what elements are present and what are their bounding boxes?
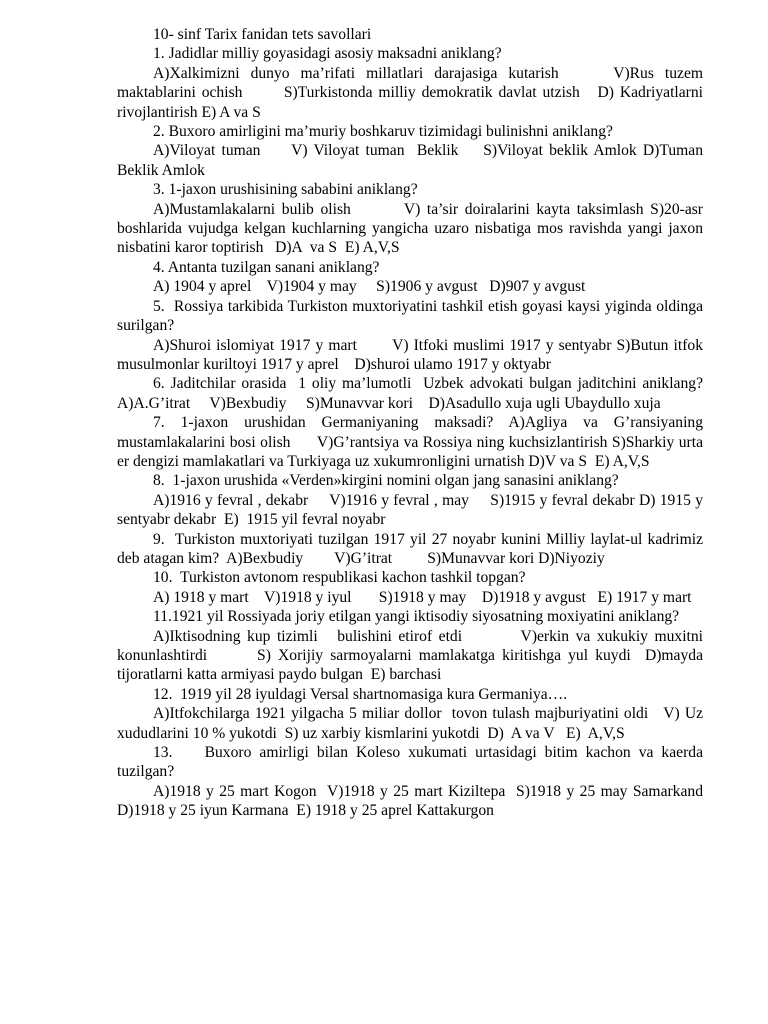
question-6: 6. Jaditchilar orasida 1 oliy ma’lumotli Uzbek advokati bulgan jaditchini aniklang? A)A.G’itrat V)Bexbudiy S)Munavvar kori D)Asadullo xuja ugli Ubaydullo xuja (117, 375, 711, 412)
question-11: 11.1921 yil Rossiyada joriy etilgan yangi iktisodiy siyosatning moxiyatini aniklang? (153, 608, 680, 626)
question-5: 5. Rossiya tarkibida Turkiston muxtoriyatini tashkil etish goyasi kaysi yiginda oldinga surilgan? (117, 297, 707, 335)
question-9: 9. Turkiston muxtoriyati tuzilgan 1917 yil 27 noyabr kunini Milliy laylat-ul kadrimiz deb atagan kim? A)Bexbudiy V)G’itrat S)Munavvar kori D)Niyoziy (117, 530, 707, 567)
answers-5: A)Shuroi islomiyat 1917 y mart V) Itfoki muslimi 1917 y sentyabr S)Butun itfok musulmonlar kuriltoyi 1917 y aprel D)shuroi ulamo 1917 y oktyabr (117, 336, 707, 373)
answers-12: A)Itfokchilarga 1921 yilgacha 5 miliar dollor tovon tulash majburiyatini oldi V) Uz xududlarini 10 % yukotdi S) uz xarbiy kismlarini yukotdi D) A va V E) A,V,S (117, 705, 707, 742)
question-2: 2. Buxoro amirligini ma’muriy boshkaruv tizimidagi bulinishni aniklang? (153, 123, 613, 141)
answers-3: A)Mustamlakalarni bulib olish V) ta’sir doiralarini kayta taksimlash S)20-asr boshlarida vujudga kelgan kuchlarning yangicha uzaro nisbatiga mos ravishda yangi jaxon nisbatini karor toptirish D)A va S E) A,V,S (117, 200, 707, 257)
answers-1: A)Xalkimizni dunyo ma’rifati millatlari darajasiga kutarish V)Rus tuzem maktablarini ochish S)Turkistonda milliy demokratik davlat utzish D) Kadriyatlarni rivojlantirish E) A va S (117, 64, 707, 121)
question-12: 12. 1919 yil 28 iyuldagi Versal shartnomasiga kura Germaniya…. (153, 685, 568, 703)
answers-8: A)1916 y fevral , dekabr V)1916 y fevral , may S)1915 y fevral dekabr D) 1915 y sentyabr dekabr E) 1915 yil fevral noyabr (117, 491, 707, 529)
question-1: 1. Jadidlar milliy goyasidagi asosiy maksadni aniklang? (153, 45, 502, 63)
question-7: 7. 1-jaxon urushidan Germaniyaning maksadi? A)Agliya va G’ransiyaning mustamlakalarini bosi olish V)G’rantsiya va Rossiya ning kuchsizlantirish S)Sharkiy urta er dengizi mamlakatlari va Turkiyaga uz xukumronligini urnatish D)V va S E) A,V,S (117, 414, 707, 470)
question-10: 10. Turkiston avtonom respublikasi kachon tashkil topgan? (153, 569, 526, 587)
question-3: 3. 1-jaxon urushisining sababini aniklang? (153, 181, 418, 199)
question-8: 8. 1-jaxon urushida «Verden»kirgini nomini olgan jang sanasini aniklang? (153, 472, 619, 490)
question-4: 4. Antanta tuzilgan sanani aniklang? (153, 258, 380, 276)
answers-11: A)Iktisodning kup tizimli bulishini etirof etdi V)erkin va xukukiy muxitni konunlashtirdi S) Xorijiy sarmoyalarni mamlakatga kiritishga yul kuydi D)mayda tijoratlarni katta armiyasi paydo bulgan E) barchasi (117, 627, 707, 684)
document-title: 10- sinf Tarix fanidan tets savollari (153, 26, 372, 43)
question-13: 13. Buxoro amirligi bilan Koleso xukumati urtasidagi bitim kachon va kaerda tuzilgan? (117, 744, 707, 781)
answers-4: A) 1904 y aprel V)1904 y may S)1906 y avgust D)907 y avgust (153, 278, 586, 296)
answers-10: A) 1918 y mart V)1918 y iyul S)1918 y may D)1918 y avgust E) 1917 y mart (153, 588, 692, 606)
answers-2: A)Viloyat tuman V) Viloyat tuman Beklik S)Viloyat beklik Amlok D)Tuman Beklik Amlok (117, 142, 707, 179)
answers-13: A)1918 y 25 mart Kogon V)1918 y 25 mart Kiziltepa S)1918 y 25 may Samarkand D)1918 y 25 iyun Karmana E) 1918 y 25 aprel Kattakurgon (117, 782, 715, 820)
